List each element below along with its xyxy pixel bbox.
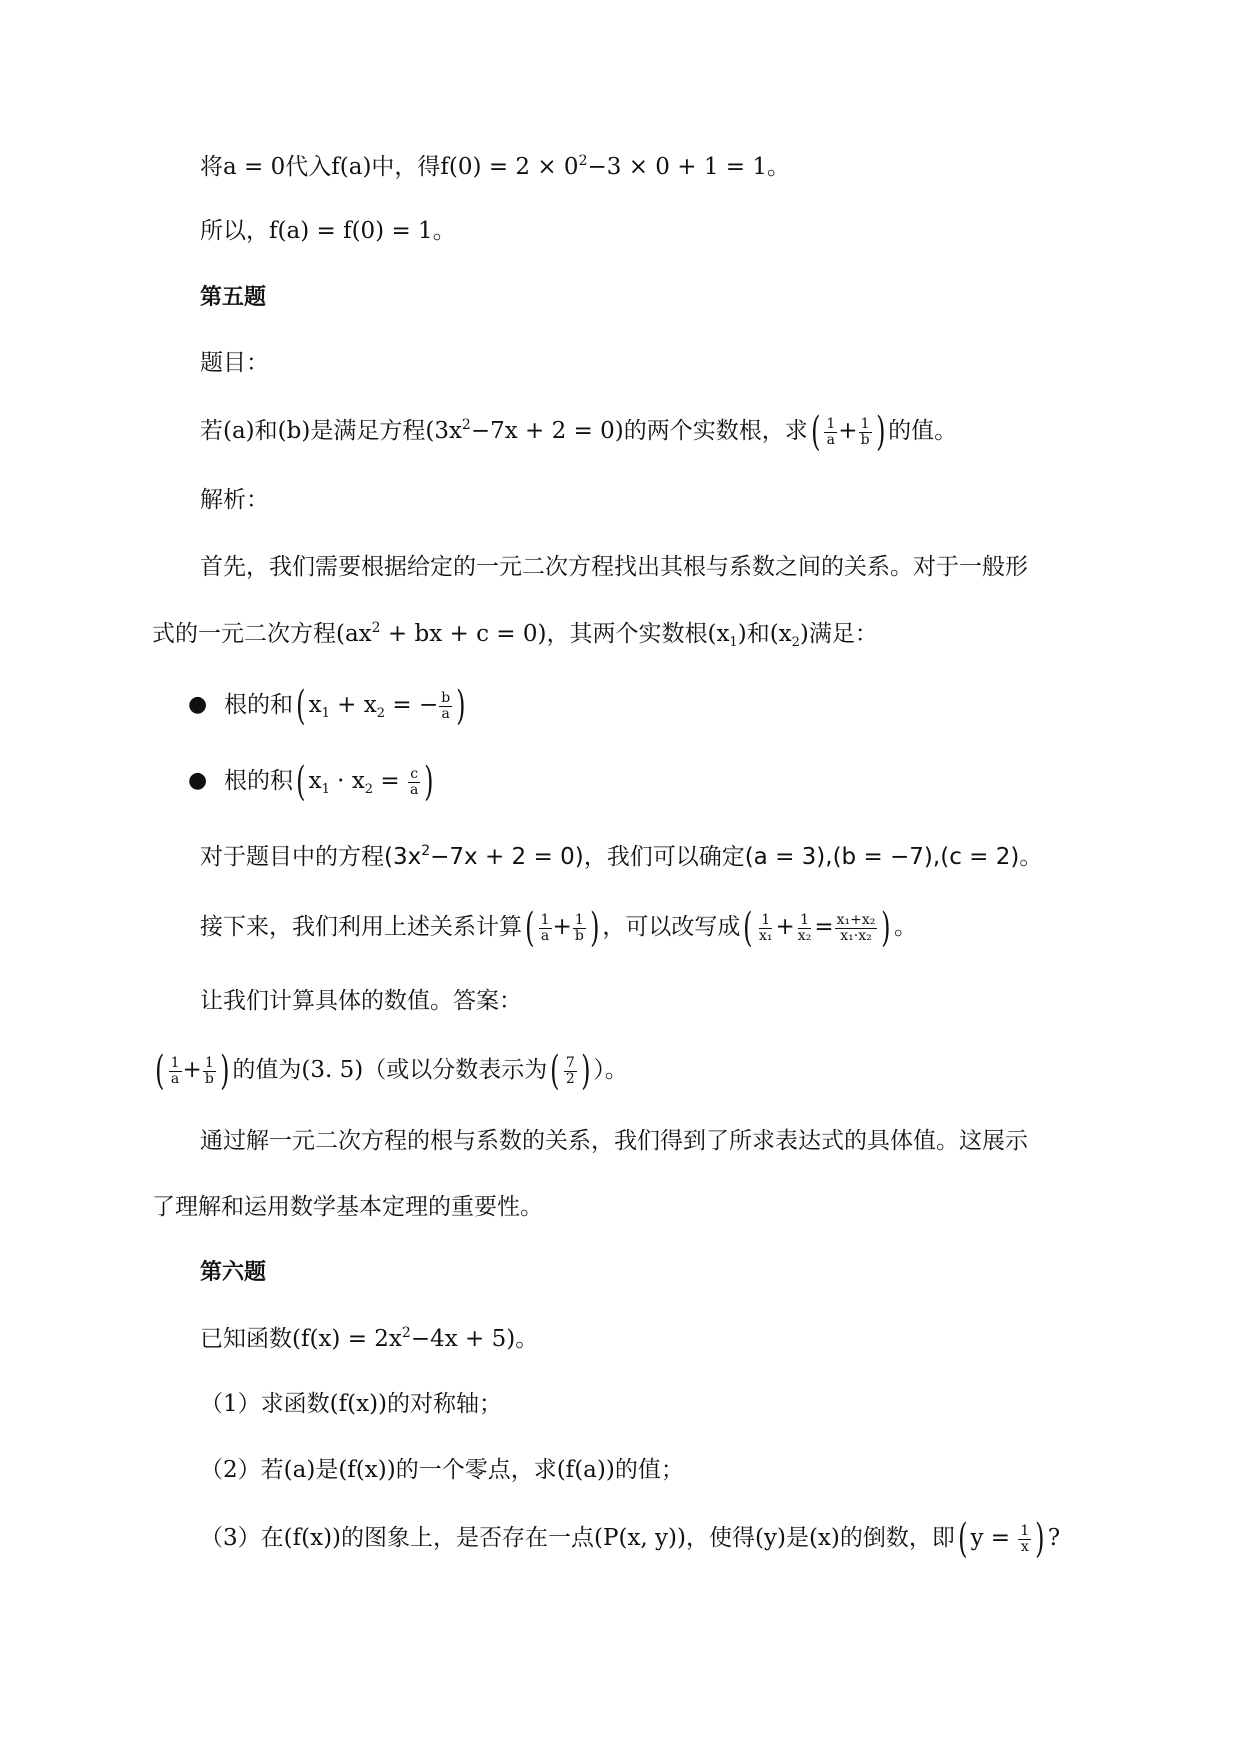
bullet-root-sum [224,683,469,729]
question-6-part-2 [200,1453,684,1487]
fraction [573,913,586,944]
text: ，我们可以确定 [583,844,745,870]
denominator: x₂ [797,927,812,944]
math-expression: x [363,692,377,718]
math-expression: a = 0 [223,154,286,180]
text: 的值。 [888,418,958,444]
denominator: x [1020,1538,1029,1555]
math-expression: (a = 3),(b = −7),(c = 2) [744,844,1020,870]
paragraph-answer [152,1048,628,1094]
denominator: b [574,927,584,944]
left-paren: ( [296,683,306,729]
denominator: b [204,1070,214,1087]
left-paren: ( [550,1048,560,1094]
text: 的对称轴； [387,1391,503,1417]
fraction [824,417,837,448]
text: 的图象上，是否存在一点 [341,1525,595,1551]
numerator: c [410,765,419,782]
text: 对于题目中的方程 [200,844,384,870]
text: （3）在 [200,1525,284,1551]
bullet-dot: ● [188,692,208,717]
math-expression: x [308,692,322,718]
math-expression: (3x [425,418,462,444]
fraction [203,1056,216,1087]
operator: = − [385,692,439,718]
punctuation: 。 [515,1326,539,1352]
fraction [859,417,872,448]
numerator: b [441,689,451,706]
subscript: 2 [364,782,374,797]
math-expression: (f(x)) [338,1457,396,1483]
numerator: 1 [800,911,810,928]
text: 的两个实数根，求 [623,418,808,444]
bullet-root-product [224,759,437,805]
question-6-part-1 [200,1387,502,1421]
math-expression: −4x + 5) [410,1326,516,1352]
operator: · [329,768,352,794]
fraction [1018,1524,1031,1555]
text: 满足： [808,621,878,647]
text: 是 [785,1525,809,1551]
text: （1）求函数 [200,1391,330,1417]
subscript: 1 [729,635,738,650]
punctuation: 。 [767,154,790,180]
paragraph-summary-line2: 了理解和运用数学基本定理的重要性。 [152,1194,543,1220]
paragraph-rewrite [200,905,917,951]
denominator: a [540,927,550,944]
denominator: a [170,1070,180,1087]
math-expression: f(a) [331,154,372,180]
text: 根的积 [224,768,293,794]
operator: + [182,1057,202,1083]
numerator: 1 [540,911,550,928]
paragraph-summary-line1: 通过解一元二次方程的根与系数的关系，我们得到了所求表达式的具体值。这展示 [200,1128,1028,1154]
math-expression: (x [707,621,730,647]
paragraph-relation-line1: 首先，我们需要根据给定的一元二次方程找出其根与系数之间的关系。对于一般形 [200,554,1028,580]
text: 代入 [285,154,332,180]
operator: + [775,914,795,940]
right-paren: ) [881,905,891,951]
fraction [796,913,814,944]
denominator: a [826,431,835,448]
math-expression: x [308,768,322,794]
math-expression: x [351,768,365,794]
math-expression: (3x [384,844,422,870]
math-expression: (a) [283,1457,316,1483]
operator: + [329,692,364,718]
superscript: 2 [421,843,431,859]
text: 已知函数 [200,1326,292,1352]
paragraph-compute: 让我们计算具体的数值。答案： [200,988,522,1014]
fraction [564,1056,577,1087]
text: ，使得 [686,1525,755,1551]
numerator: 1 [574,911,584,928]
analysis-label: 解析： [200,487,269,513]
left-paren: ( [957,1516,968,1562]
text: 的一个零点，求 [395,1457,557,1483]
section-heading-6: 第六题 [200,1260,267,1285]
text: 的倒数，即 [839,1525,955,1551]
text: 接下来，我们利用上述关系计算 [200,914,522,940]
right-paren: ) [580,1048,591,1094]
math-expression: f(a) = f(0) = 1 [269,218,433,244]
question-6-part-3 [200,1516,1061,1562]
text: （或以分数表示为 [363,1057,548,1083]
math-expression: + bx + c = 0) [380,621,547,647]
left-paren: ( [810,409,821,455]
paragraph-substitute [200,150,790,184]
superscript: 2 [371,620,381,636]
fraction [835,913,878,944]
fraction [439,691,452,722]
math-expression: (x [769,621,792,647]
text: 的值为 [232,1057,302,1083]
punctuation: 。 [432,218,456,244]
denominator: x₁ [759,927,773,944]
right-paren: ) [1035,1516,1045,1562]
operator: + [552,914,572,940]
text: ）。 [593,1057,628,1083]
math-expression: (f(a)) [556,1457,615,1483]
text: 是 [315,1457,339,1483]
right-paren: ) [456,683,466,729]
left-paren: ( [743,905,753,951]
math-expression: (f(x) = 2x [292,1326,402,1352]
paragraph-conclusion [200,214,456,248]
question-5-text [200,409,958,455]
punctuation: 。 [1019,844,1043,870]
denominator: a [409,781,419,798]
math-expression: (f(x)) [329,1391,388,1417]
math-expression: ) [737,621,747,647]
operator: = [814,914,834,940]
math-expression: −7x + 2 = 0) [430,844,584,870]
left-paren: ( [525,905,535,951]
left-paren: ( [296,759,306,805]
text: 式的一元二次方程 [152,621,336,647]
question-label: 题目： [200,350,269,376]
fraction [408,767,420,798]
text: ，其两个实数根 [546,621,708,647]
section-heading-5: 第五题 [200,285,267,310]
denominator: 2 [565,1070,575,1087]
right-paren: ) [589,905,600,951]
right-paren: ) [219,1048,230,1094]
subscript: 2 [376,706,386,721]
paragraph-relation-line2 [152,617,878,651]
question-6-text [200,1322,538,1356]
superscript: 2 [578,153,588,169]
fraction [169,1056,182,1087]
text: （2）若 [200,1457,284,1483]
math-expression: (b) [277,418,311,444]
operator: + [838,418,858,444]
bullet-dot: ● [188,768,208,793]
denominator: b [860,431,870,448]
denominator: x₁·x₂ [840,927,872,944]
superscript: 2 [461,417,471,433]
subscript: 2 [791,635,800,650]
text: 将 [200,154,223,180]
superscript: 2 [401,1325,411,1341]
numerator: 1 [826,415,836,432]
math-expression: (ax [336,621,372,647]
text: 所以， [200,218,269,244]
math-expression: −7x + 2 = 0) [470,418,624,444]
punctuation: ? [1047,1525,1061,1551]
numerator: 1 [860,415,870,432]
subscript: 1 [321,782,330,797]
text: 的值； [614,1457,684,1483]
numerator: 1 [761,911,771,928]
text: 是满足方程 [310,418,426,444]
numerator: 1 [204,1054,214,1071]
fraction [539,913,552,944]
math-expression: (P(x, y)) [594,1525,686,1551]
text: 和 [746,621,770,647]
numerator: 7 [565,1054,575,1071]
math-expression: ) [799,621,809,647]
math-expression: (f(x)) [283,1525,342,1551]
left-paren: ( [155,1048,165,1094]
math-expression: (3. 5) [301,1057,364,1083]
punctuation: 。 [893,914,917,940]
math-expression: (x) [808,1525,840,1551]
text: 中，得 [371,154,441,180]
math-expression: f(0) = 2 × 0 [440,154,579,180]
right-paren: ) [424,759,434,805]
math-expression: (y) [755,1525,786,1551]
numerator: x₁+x₂ [836,911,876,928]
text: ，可以改写成 [602,914,741,940]
text: 和 [254,418,278,444]
right-paren: ) [875,409,886,455]
math-expression: −3 × 0 + 1 = 1 [587,154,767,180]
paragraph-coefficients [200,840,1042,874]
fraction [757,913,775,944]
text: 若 [200,418,223,444]
denominator: a [441,705,450,722]
numerator: 1 [1020,1522,1030,1539]
text: 根的和 [224,692,293,718]
operator: = [373,768,407,794]
math-expression: y = [970,1525,1018,1551]
subscript: 1 [321,706,330,721]
numerator: 1 [170,1054,180,1071]
math-expression: (a) [223,418,255,444]
